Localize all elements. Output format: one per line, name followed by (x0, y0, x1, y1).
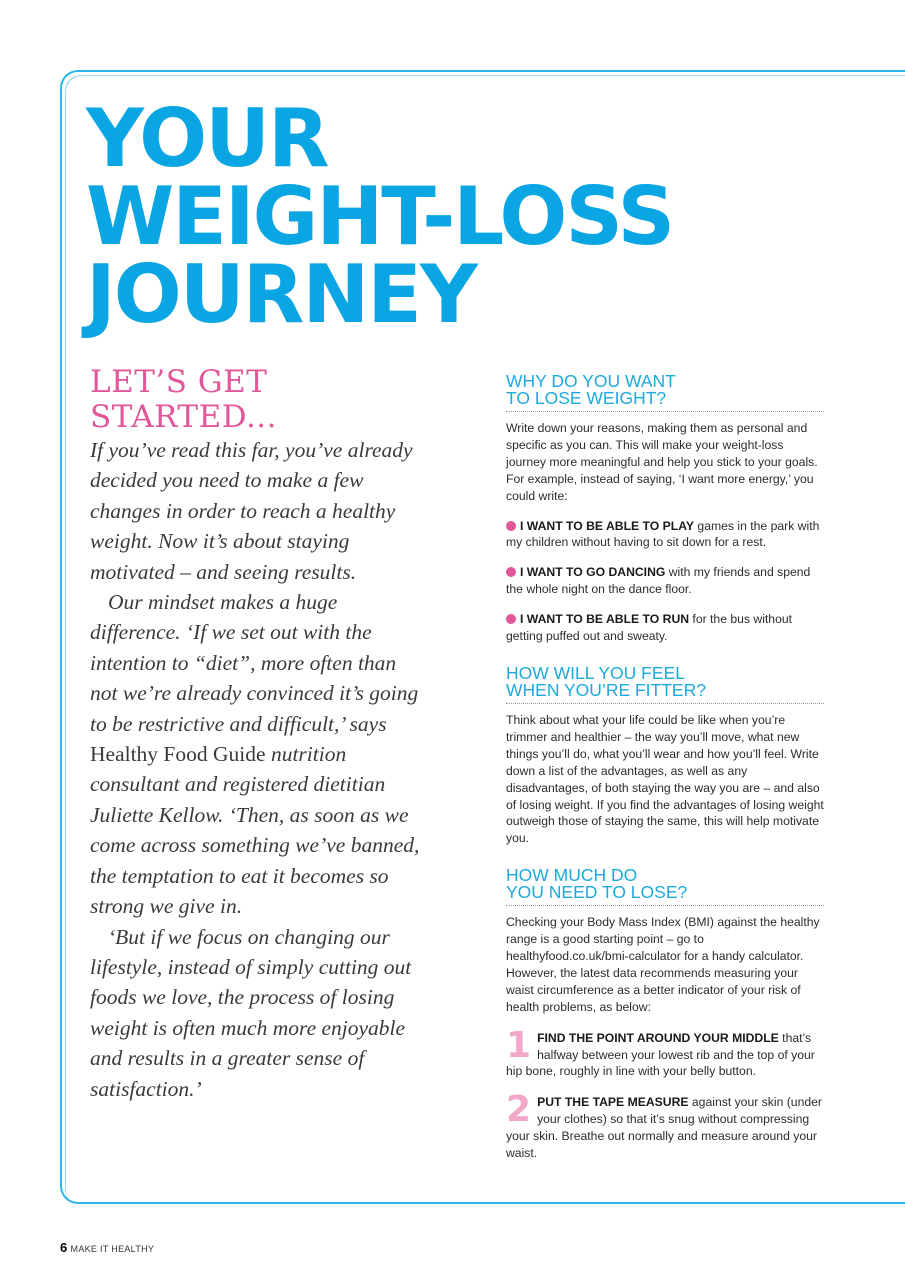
heading-line: HOW WILL YOU FEEL (506, 662, 685, 683)
bullet-text: games in the park with my children without having to sit down for a rest. (506, 518, 820, 550)
bullet-lead: I WANT TO BE ABLE TO PLAY (520, 518, 695, 533)
title-line: YOUR (86, 92, 328, 185)
title-line: JOURNEY (86, 248, 476, 341)
heading-line: HOW MUCH DO (506, 865, 638, 886)
quote-paragraph (90, 587, 420, 921)
step-lead: PUT THE TAPE MEASURE (537, 1095, 689, 1110)
intro-column (90, 365, 420, 1104)
section-kicker (90, 365, 420, 435)
page-footer (60, 1240, 154, 1255)
step-item (506, 1089, 824, 1162)
feel-body: Think about what your life could be like when you’re trimmer and healthier – the way you’ll move, what new things you’ll do, what you’ll wear and how you’ll feel. Write down a list of the advantages, as well as any disadvantages, of both staying the way you are – and also of losing weight. If you find the advantages of losing weight outweigh those of staying the same, this will help motivate you. (506, 712, 824, 846)
bullet-text: with my friends and spend the whole night on the dance floor. (506, 565, 811, 597)
bullet-dot-icon (506, 567, 516, 577)
bullet-text: for the bus without getting puffed out and sweaty. (506, 612, 793, 644)
step-number: 2 (506, 1089, 532, 1131)
bullet-lead: I WANT TO GO DANCING (520, 565, 666, 580)
heading-line: WHY DO YOU WANT (506, 371, 676, 391)
quote-text: Our mindset makes a huge difference. ‘If we set out with the intention to “diet”, more often than not we’re already convinced it’s going to be restrictive and difficult,’ says (90, 590, 419, 736)
quote-text: nutrition consultant and registered dietitian Juliette Kellow. ‘Then, as soon as we come across something we’ve banned, the temptation to eat it becomes so strong we give in. (90, 742, 420, 919)
step-item (506, 1024, 824, 1081)
section-heading-feel (506, 662, 824, 704)
step-lead: FIND THE POINT AROUND YOUR MIDDLE (537, 1030, 779, 1045)
step-text: against your skin (under your clothes) so that it’s snug without compressing your skin. Breathe out normally and measure around your waist. (506, 1095, 822, 1161)
brand-name: Healthy Food Guide (90, 742, 266, 767)
step-number: 1 (506, 1024, 532, 1066)
bullet-dot-icon (506, 521, 516, 531)
why-intro: Write down your reasons, making them as personal and specific as you can. This will make your weight-loss journey more meaningful and help you stick to your goals. For example, instead of saying, ‘I want more energy,’ you could write: (506, 421, 818, 503)
title-line: WEIGHT-LOSS (86, 170, 674, 263)
tips-column (506, 373, 824, 1162)
step-text: that’s halfway between your lowest rib and the top of your hip bone, roughly in line with your belly button. (506, 1030, 815, 1079)
section-heading-why (506, 373, 824, 412)
heading-line: WHEN YOU’RE FITTER? (506, 679, 706, 700)
page-title (86, 92, 846, 341)
heading-line: YOU NEED TO LOSE? (506, 882, 688, 903)
intro-paragraph: If you’ve read this far, you’ve already decided you need to make a few changes in order to reach a healthy weight. Now it’s about staying motivated – and seeing results. (90, 438, 413, 584)
bullet-item (506, 518, 824, 552)
bullet-lead: I WANT TO BE ABLE TO RUN (520, 612, 690, 627)
quote-paragraph: ‘But if we focus on changing our lifestyle, instead of simply cutting out foods we love, the process of losing weight is often much more enjoyable and results in a greater sense of satisfaction.’ (90, 924, 412, 1101)
bullet-item (506, 564, 824, 598)
page-number: 6 (60, 1240, 68, 1255)
bullet-item (506, 611, 824, 645)
kicker-line: STARTED... (90, 399, 278, 435)
bullet-dot-icon (506, 614, 516, 624)
publication-name: MAKE IT HEALTHY (70, 1244, 155, 1254)
lose-body: Checking your Body Mass Index (BMI) against the healthy range is a good starting point – go to healthyfood.co.uk/bmi-calculator for a handy calculator. However, the latest data recommends measuring your waist circumference as a better indicator of your risk of health problems, as below: (506, 915, 820, 1014)
heading-line: TO LOSE WEIGHT? (506, 388, 667, 408)
kicker-line: LET’S GET (90, 364, 268, 400)
section-heading-lose (506, 867, 824, 906)
